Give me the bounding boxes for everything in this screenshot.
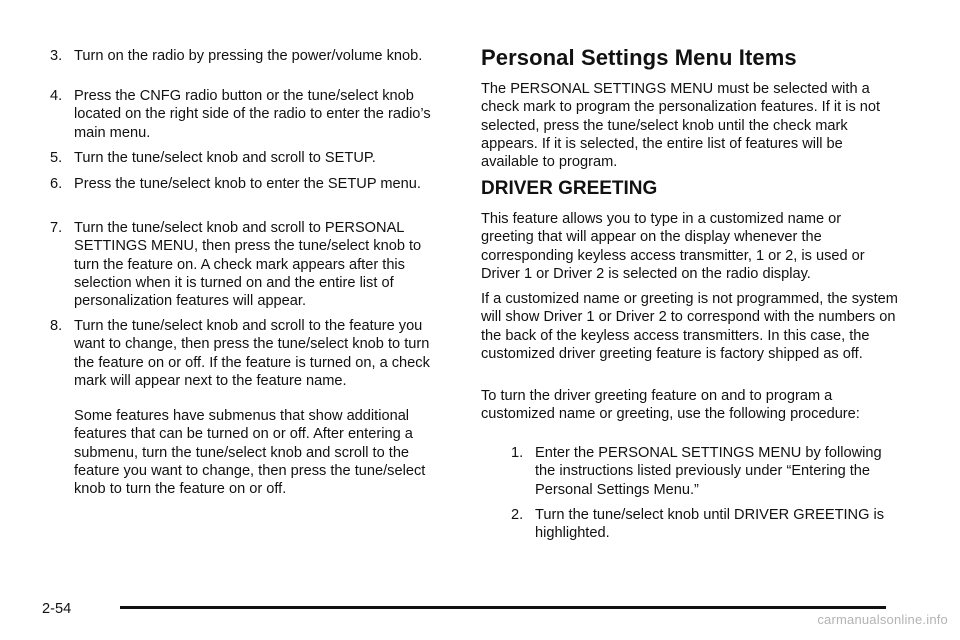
step-6 (50, 175, 450, 193)
step-number: 7. (50, 220, 63, 236)
step-number: 8. (50, 318, 63, 334)
step-text: Enter the PERSONAL SETTINGS MENU by following the instructions listed previously under “Entering the Personal Settings Menu.” (535, 445, 882, 498)
step-text: Turn the tune/select knob until DRIVER GREETING is highlighted. (535, 507, 885, 542)
procedure-step-2 (511, 506, 901, 543)
footer-rule (120, 606, 886, 609)
submenu-note: Some features have submenus that show additional features that can be turned on or off. After entering a submenu, turn the tune/select knob and scroll to the feature you want to change, then press the tune/select knob to turn the feature on or off. (74, 408, 426, 498)
page-number: 2-54 (42, 601, 72, 617)
step-number: 5. (50, 150, 63, 166)
subsection-heading: DRIVER GREETING (481, 178, 658, 199)
step-text: Press the CNFG radio button or the tune/select knob located on the right side of the radio to enter the radio’s main menu. (74, 88, 431, 141)
intro-paragraph: The PERSONAL SETTINGS MENU must be selected with a check mark to program the personalization features. If it is not selected, press the tune/select knob until the check mark appears. If it is selected, the entire list of features will be available to program. (481, 81, 881, 171)
step-4 (50, 87, 450, 142)
step-number: 2. (511, 507, 524, 523)
step-text: Turn on the radio by pressing the power/volume knob. (74, 48, 423, 64)
step-number: 3. (50, 48, 63, 64)
default-behavior-paragraph: If a customized name or greeting is not programmed, the system will show Driver 1 or Driver 2 to correspond with the numbers on the back of the keyless access transmitters. In this case, the customized driver greeting feature is factory shipped as off. (481, 291, 898, 362)
feature-description: This feature allows you to type in a customized name or greeting that will appear on the display whenever the corresponding keyless access transmitter, 1 or 2, is used or Driver 1 or Driver 2 is selected on the radio display. (481, 211, 865, 282)
step-number: 4. (50, 88, 63, 104)
step-text: Turn the tune/select knob and scroll to SETUP. (74, 150, 376, 166)
step-5 (50, 149, 450, 167)
procedure-step-1 (511, 444, 901, 499)
step-number: 1. (511, 445, 524, 461)
step-number: 6. (50, 176, 63, 192)
step-text: Press the tune/select knob to enter the SETUP menu. (74, 176, 421, 192)
step-8 (50, 317, 450, 390)
watermark: carmanualsonline.info (817, 612, 948, 627)
step-text: Turn the tune/select knob and scroll to the feature you want to change, then press the tune/select knob to turn the feature on or off. If the feature is turned on, a check mark will appear next to the feature name. (74, 318, 430, 389)
step-3 (50, 47, 450, 65)
step-7 (50, 219, 450, 310)
section-heading: Personal Settings Menu Items (481, 45, 797, 70)
step-text: Turn the tune/select knob and scroll to PERSONAL SETTINGS MENU, then press the tune/select knob to turn the feature on. A check mark appears after this selection when it is turned on and the entire list of personalization features will appear. (74, 220, 422, 310)
procedure-intro: To turn the driver greeting feature on and to program a customized name or greeting, use the following procedure: (481, 388, 860, 423)
